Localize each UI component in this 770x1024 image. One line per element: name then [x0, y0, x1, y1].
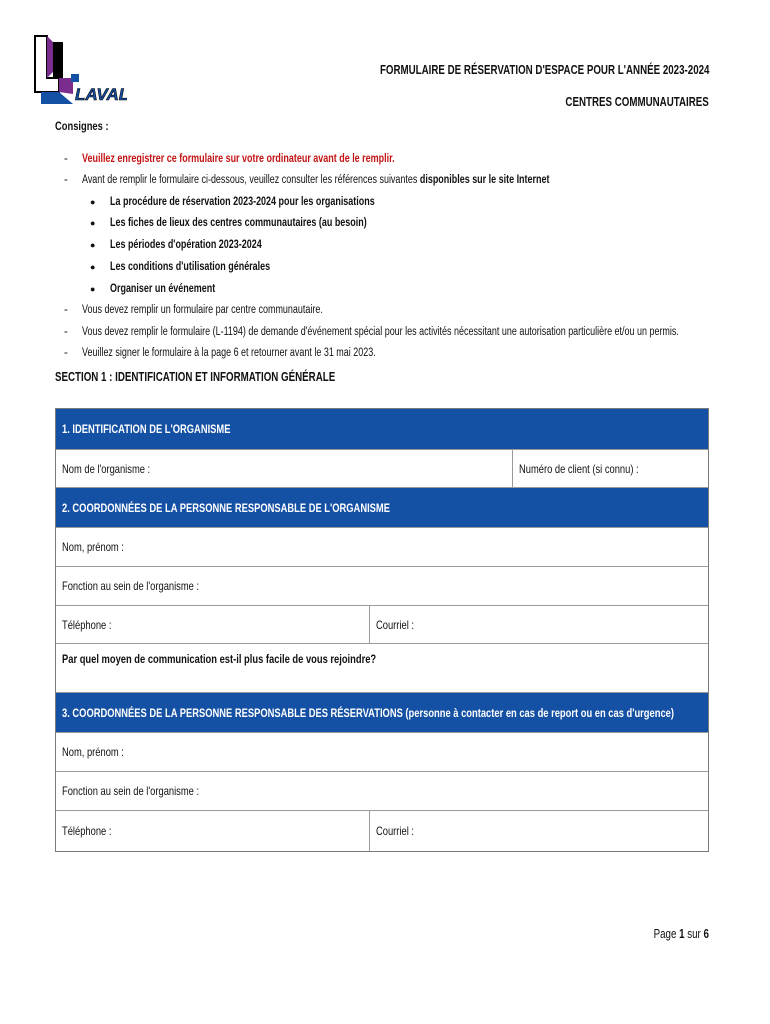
section-title: SECTION 1 : IDENTIFICATION ET INFORMATION GÉNÉRALE [55, 370, 336, 384]
contact-phone-label: Téléphone : [62, 617, 112, 632]
form-subtitle: CENTRES COMMUNAUTAIRES [565, 95, 709, 109]
contact-phone-field[interactable] [56, 606, 369, 643]
contact-email-field[interactable] [369, 606, 708, 643]
laval-logo [33, 34, 127, 108]
row-reservation-coords [56, 811, 708, 851]
reservation-phone-label: Téléphone : [62, 824, 112, 838]
section-header-reservations: 3. COORDONNÉES DE LA PERSONNE RESPONSABLE DES RÉSERVATIONS (personne à contacter en cas de report ou en cas d'urgence) [56, 693, 708, 733]
org-name-field[interactable] [56, 450, 512, 487]
reservation-role-field[interactable] [56, 772, 708, 811]
client-number-field[interactable] [512, 450, 708, 487]
contact-name-label: Nom, prénom : [62, 540, 124, 554]
form-title: FORMULAIRE DE RÉSERVATION D'ESPACE POUR L'ANNÉE 2023-2024 [379, 63, 709, 77]
logo-wordmark: LAVAL [75, 85, 127, 104]
contact-role-label: Fonction au sein de l'organisme : [62, 579, 200, 593]
reservation-phone-field[interactable] [56, 811, 369, 851]
client-number-label: Numéro de client (si connu) : [519, 461, 639, 476]
page-number: Page 1 sur 6 [653, 927, 709, 941]
contact-method-question: Par quel moyen de communication est-il plus facile de vous rejoindre? [62, 652, 377, 666]
reservation-email-label: Courriel : [376, 824, 414, 838]
consignes-heading: Consignes : [55, 119, 109, 133]
contact-method-field[interactable] [56, 644, 708, 693]
row-organisme [56, 450, 708, 488]
reservation-name-label: Nom, prénom : [62, 745, 124, 759]
identification-form [55, 408, 709, 852]
row-contact-coords [56, 606, 708, 644]
section-header-responsable: 2. COORDONNÉES DE LA PERSONNE RESPONSABLE DE L'ORGANISME [56, 488, 708, 528]
section-header-organisme: 1. IDENTIFICATION DE L'ORGANISME [56, 409, 708, 450]
instruction-save-warning: Veuillez enregistrer ce formulaire sur votre ordinateur avant de le remplir. [82, 153, 395, 165]
org-name-label: Nom de l'organisme : [62, 461, 151, 476]
reservation-role-label: Fonction au sein de l'organisme : [62, 784, 200, 798]
reservation-email-field[interactable] [369, 811, 708, 851]
reservation-name-field[interactable] [56, 733, 708, 772]
contact-role-field[interactable] [56, 567, 708, 606]
contact-email-label: Courriel : [376, 617, 414, 632]
contact-name-field[interactable] [56, 528, 708, 567]
